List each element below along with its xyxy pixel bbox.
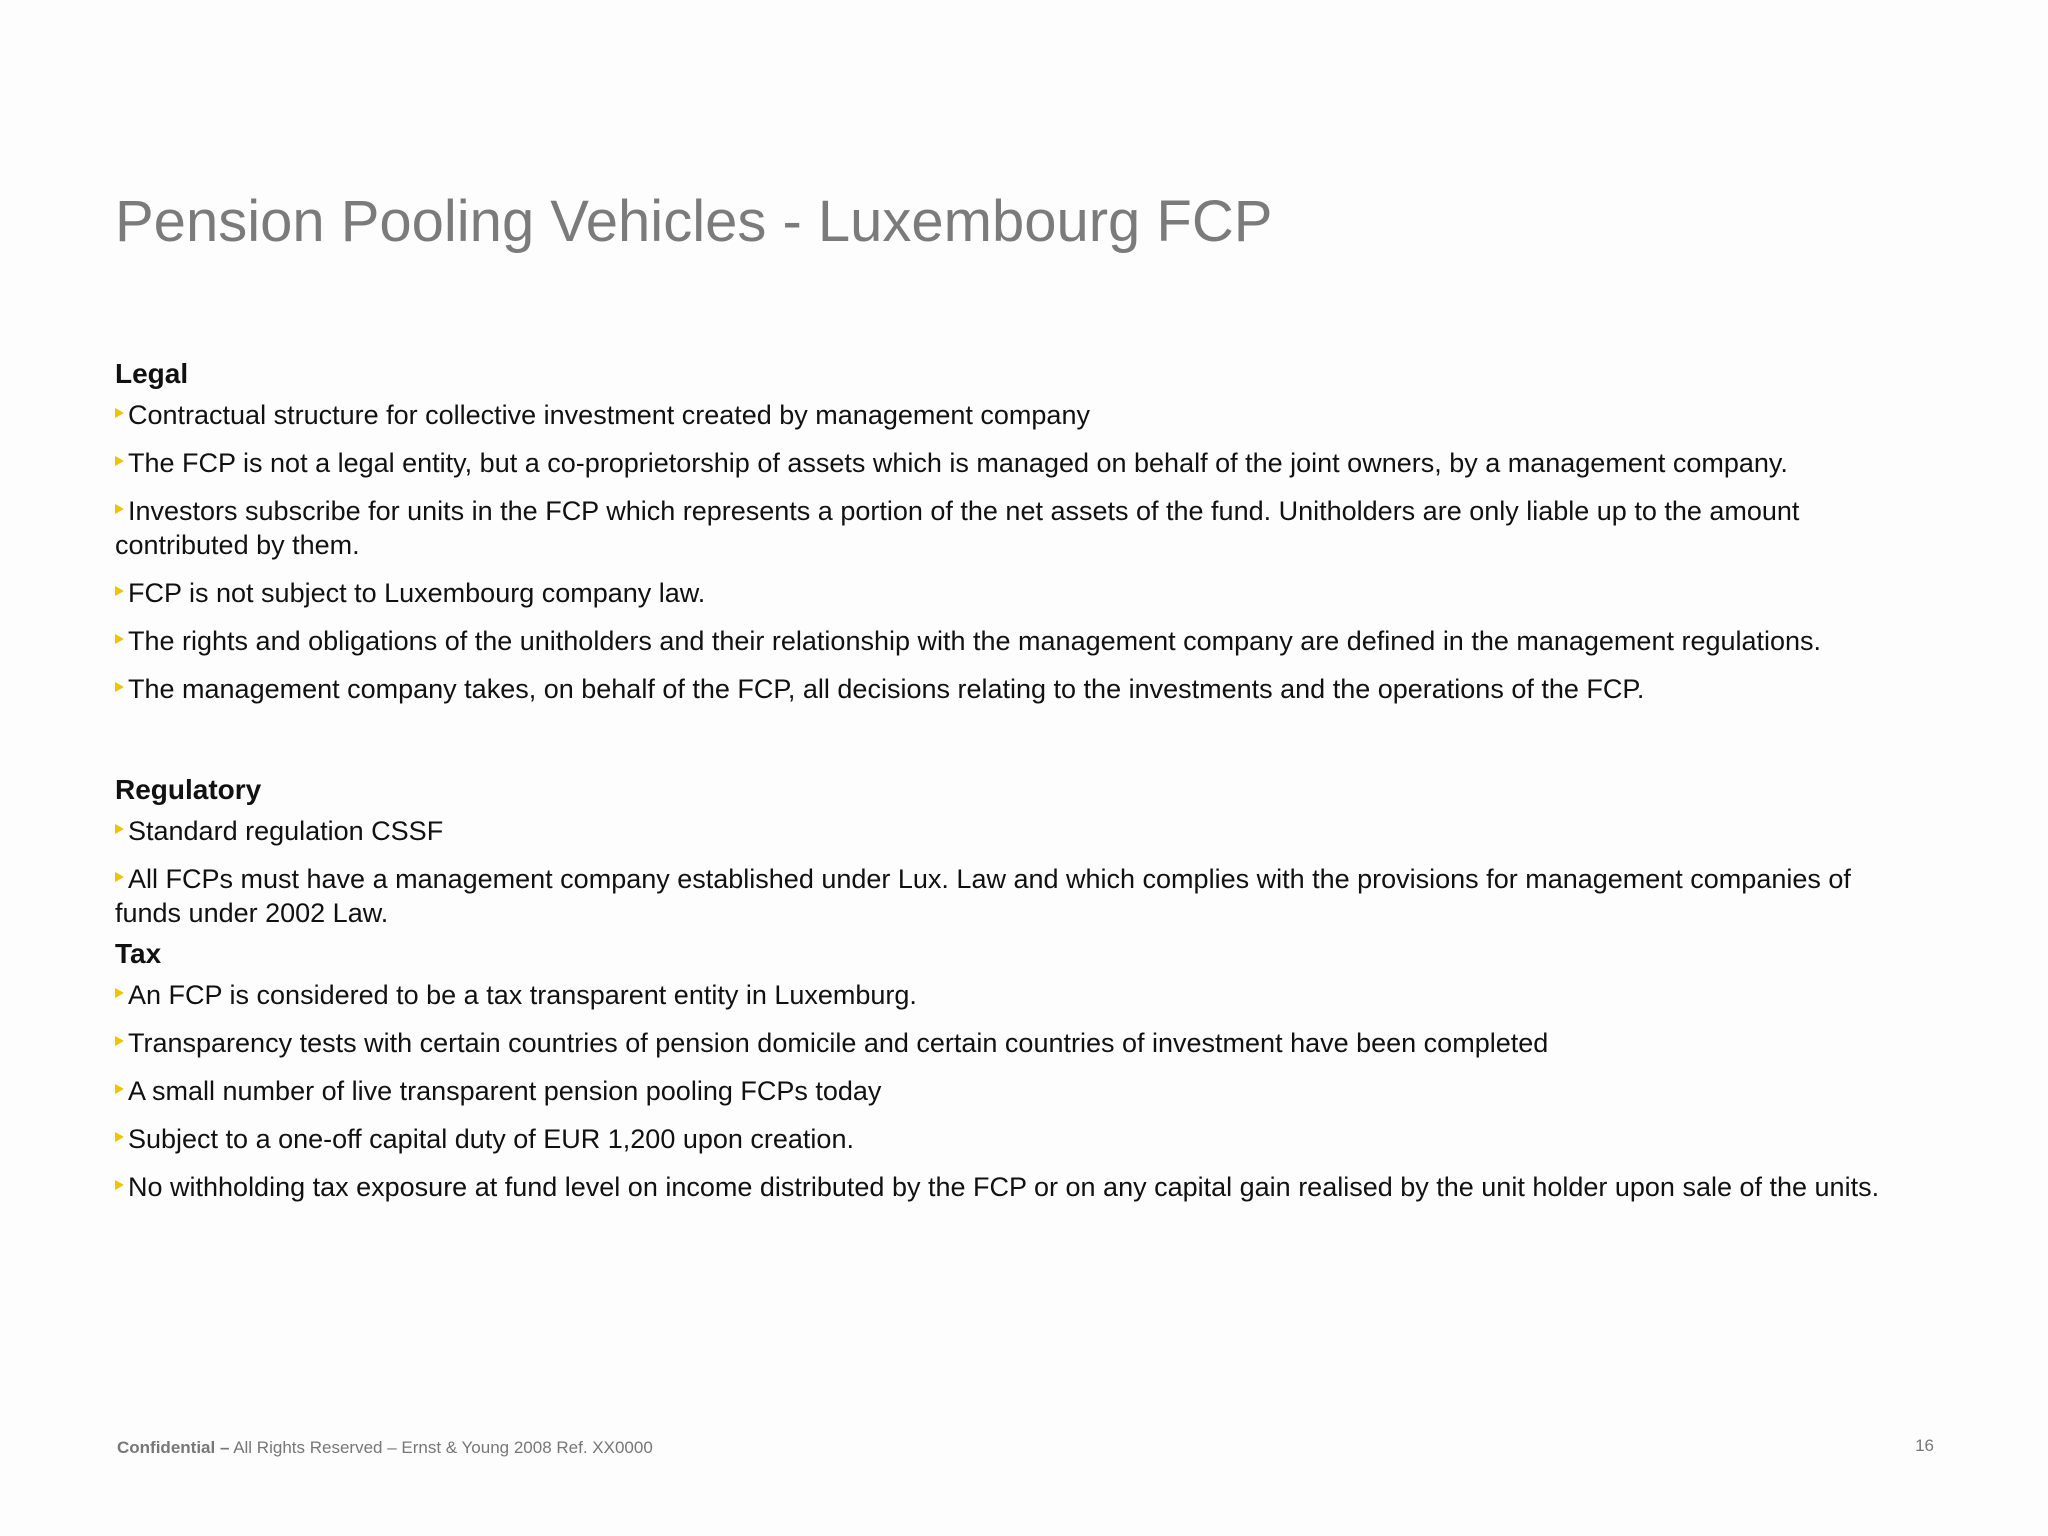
page-number: 16 xyxy=(1915,1436,1934,1455)
bullet-list xyxy=(115,978,1915,1204)
list-item xyxy=(115,1170,1915,1204)
bullet-text: Standard regulation CSSF xyxy=(128,816,444,846)
list-item xyxy=(115,862,1915,930)
list-item xyxy=(115,624,1915,658)
bullet-text: Transparency tests with certain countries of pension domicile and certain countries of investment have been completed xyxy=(128,1028,1549,1058)
list-item xyxy=(115,576,1915,610)
section-heading: Legal xyxy=(115,358,189,389)
bullet-text: Investors subscribe for units in the FCP which represents a portion of the net assets of the fund. Unitholders are only liable up to the amount contributed by them. xyxy=(115,496,1800,560)
bullet-text: FCP is not subject to Luxembourg company law. xyxy=(128,578,706,608)
list-item xyxy=(115,446,1915,480)
section-tax xyxy=(115,930,1915,1204)
footer-rights: All Rights Reserved – Ernst & Young 2008 Ref. XX0000 xyxy=(229,1438,653,1457)
bullet-text: No withholding tax exposure at fund level on income distributed by the FCP or on any capital gain realised by the unit holder upon sale of the units. xyxy=(128,1172,1880,1202)
slide-content xyxy=(115,350,1915,1218)
section-heading: Tax xyxy=(115,938,162,969)
bullet-arrow-icon xyxy=(115,1084,124,1094)
bullet-arrow-icon xyxy=(115,1036,124,1046)
bullet-text: A small number of live transparent pension pooling FCPs today xyxy=(128,1076,882,1106)
list-item xyxy=(115,814,1915,848)
bullet-text: An FCP is considered to be a tax transparent entity in Luxemburg. xyxy=(128,980,917,1010)
list-item xyxy=(115,1026,1915,1060)
footer xyxy=(117,1438,653,1458)
bullet-arrow-icon xyxy=(115,682,124,692)
bullet-text: The FCP is not a legal entity, but a co-proprietorship of assets which is managed on behalf of the joint owners, by a management company. xyxy=(128,448,1788,478)
bullet-arrow-icon xyxy=(115,408,124,418)
bullet-text: Subject to a one-off capital duty of EUR 1,200 upon creation. xyxy=(128,1124,854,1154)
bullet-arrow-icon xyxy=(115,504,124,514)
bullet-text: Contractual structure for collective investment created by management company xyxy=(128,400,1090,430)
bullet-arrow-icon xyxy=(115,1132,124,1142)
section-regulatory xyxy=(115,766,1915,930)
bullet-text: All FCPs must have a management company established under Lux. Law and which complies with the provisions for management companies of funds under 2002 Law. xyxy=(115,864,1851,928)
list-item xyxy=(115,672,1915,706)
bullet-arrow-icon xyxy=(115,988,124,998)
bullet-text: The management company takes, on behalf of the FCP, all decisions relating to the investments and the operations of the FCP. xyxy=(128,674,1645,704)
list-item xyxy=(115,494,1915,562)
slide-title: Pension Pooling Vehicles - Luxembourg FCP xyxy=(115,189,1273,254)
bullet-arrow-icon xyxy=(115,634,124,644)
bullet-text: The rights and obligations of the unitholders and their relationship with the management company are defined in the management regulations. xyxy=(128,626,1822,656)
list-item xyxy=(115,1122,1915,1156)
list-item xyxy=(115,1074,1915,1108)
bullet-list xyxy=(115,398,1915,706)
section-legal xyxy=(115,350,1915,706)
bullet-arrow-icon xyxy=(115,456,124,466)
bullet-arrow-icon xyxy=(115,824,124,834)
list-item xyxy=(115,398,1915,432)
bullet-arrow-icon xyxy=(115,586,124,596)
bullet-arrow-icon xyxy=(115,872,124,882)
footer-confidential: Confidential – xyxy=(117,1438,230,1457)
section-heading: Regulatory xyxy=(115,774,262,805)
list-item xyxy=(115,978,1915,1012)
section-spacer xyxy=(115,720,1915,766)
bullet-arrow-icon xyxy=(115,1180,124,1190)
bullet-list xyxy=(115,814,1915,930)
